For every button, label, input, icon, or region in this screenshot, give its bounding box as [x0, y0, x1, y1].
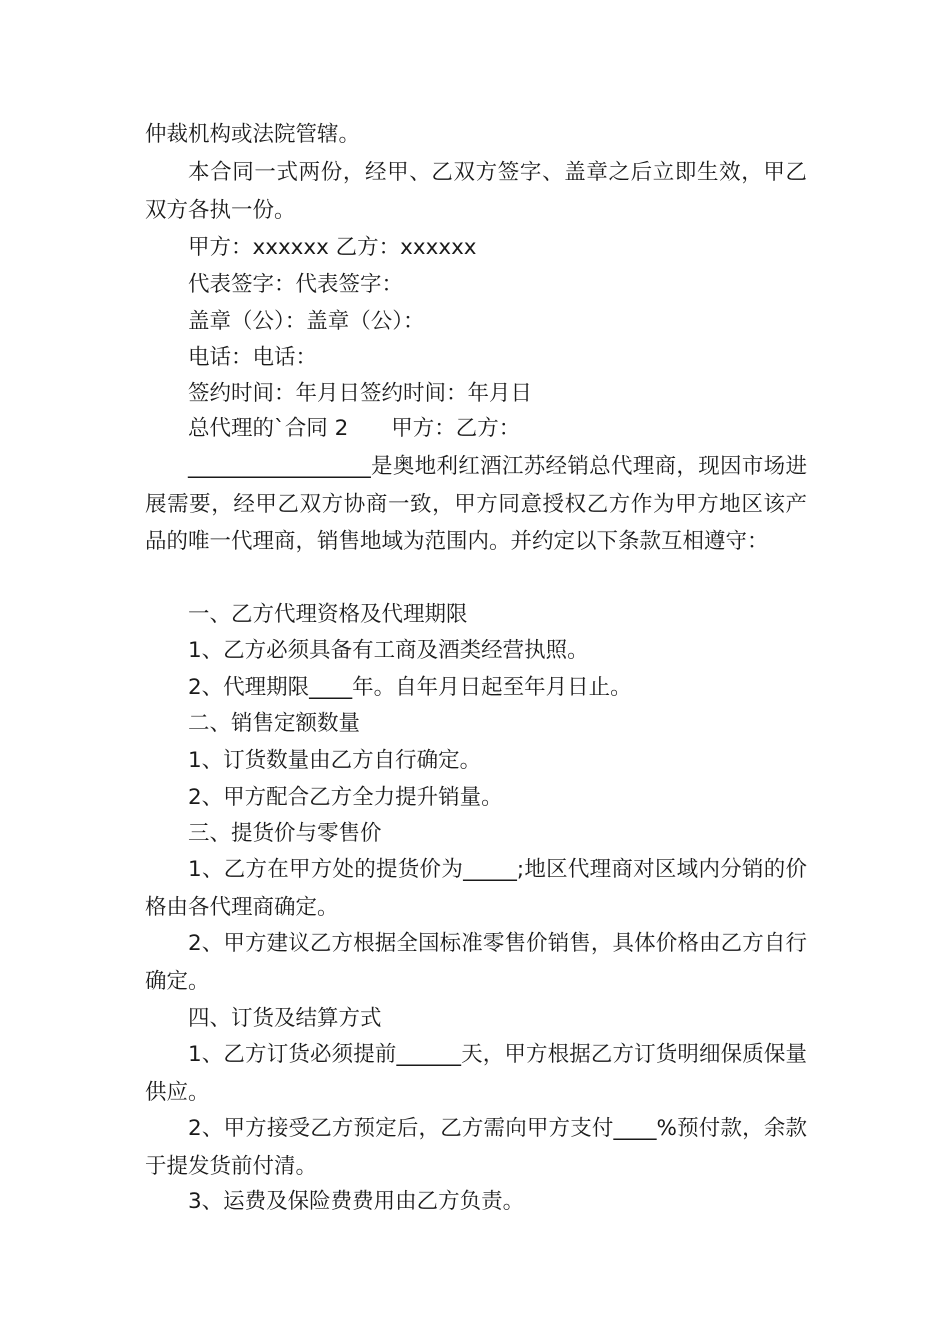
- seal-line: 盖章（公）：盖章（公）：: [188, 309, 425, 334]
- party-names-line: 甲方：xxxxxx 乙方：xxxxxx: [188, 235, 477, 260]
- clause-4-1: 1、乙方订货必须提前______天，甲方根据乙方订货明细保质保量供应。: [145, 1042, 807, 1105]
- clause-4-3: 3、运费及保险费费用由乙方负责。: [188, 1189, 525, 1214]
- contract-2-heading: 总代理的`合同 2 甲方：乙方：: [188, 416, 521, 441]
- clause-3-2: 2、甲方建议乙方根据全国标准零售价销售，具体价格由乙方自行确定。: [145, 931, 807, 994]
- section-heading-1: 一、乙方代理资格及代理期限: [188, 602, 468, 627]
- section-heading-3: 三、提货价与零售价: [188, 821, 382, 846]
- paragraph-arbitration-end: 仲裁机构或法院管辖。: [145, 122, 361, 147]
- paragraph-copies-effective: 本合同一式两份，经甲、乙双方签字、盖章之后立即生效，甲乙双方各执一份。: [145, 160, 807, 223]
- signing-date-line: 签约时间：年月日签约时间：年月日: [188, 381, 533, 406]
- clause-1-1: 1、乙方必须具备有工商及酒类经营执照。: [188, 638, 589, 663]
- section-heading-2: 二、销售定额数量: [188, 711, 361, 736]
- clause-1-2: 2、代理期限____年。自年月日起至年月日止。: [188, 675, 632, 700]
- section-heading-4: 四、订货及结算方式: [188, 1006, 382, 1031]
- representative-signature-line: 代表签字：代表签字：: [188, 272, 404, 297]
- paragraph-agency-intro: _________________是奥地利红酒江苏经销总代理商，现因市场进展需要，经甲乙双方协商一致，甲方同意授权乙方作为甲方地区该产品的唯一代理商，销售地域为范围内。并约定以下条款互相遵守：: [145, 454, 807, 554]
- clause-2-1: 1、订货数量由乙方自行确定。: [188, 748, 482, 773]
- clause-4-2: 2、甲方接受乙方预定后，乙方需向甲方支付____%预付款，余款于提发货前付清。: [145, 1116, 807, 1179]
- phone-line: 电话：电话：: [188, 345, 318, 370]
- clause-2-2: 2、甲方配合乙方全力提升销量。: [188, 785, 503, 810]
- clause-3-1: 1、乙方在甲方处的提货价为_____;地区代理商对区域内分销的价格由各代理商确定。: [145, 857, 807, 920]
